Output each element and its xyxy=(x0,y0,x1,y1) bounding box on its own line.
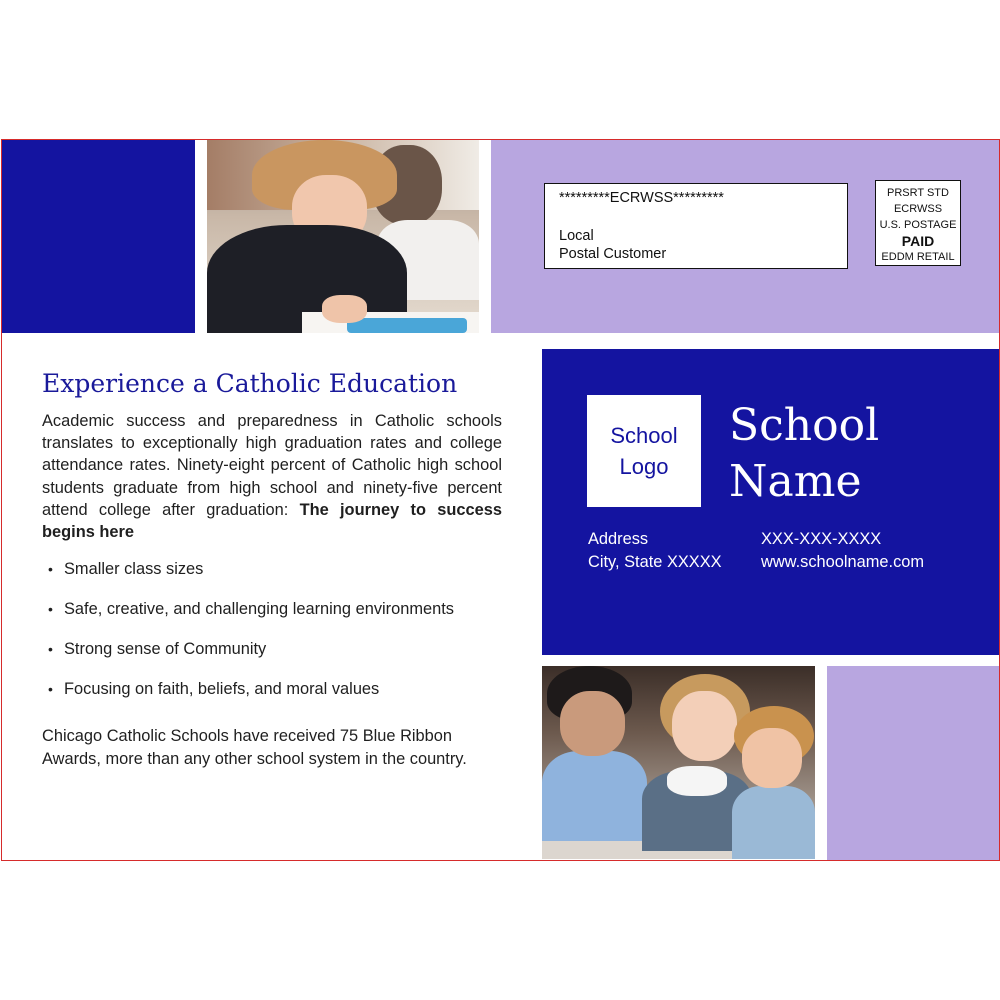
list-item xyxy=(48,678,454,718)
lavender-block-bottom xyxy=(827,666,999,860)
school-name-line2: Name xyxy=(729,456,862,507)
indicia-line2: ECRWSS xyxy=(893,203,943,215)
photo-girl-writing xyxy=(207,140,479,333)
list-item xyxy=(48,598,454,638)
intro-bold-text: The journey to success begins here xyxy=(42,500,502,542)
list-item xyxy=(48,638,454,678)
intro-paragraph xyxy=(42,410,502,543)
indicia-paid: PAID xyxy=(901,233,935,249)
school-logo-placeholder xyxy=(587,395,701,507)
school-contact xyxy=(761,528,924,573)
address-line: Address xyxy=(588,530,649,548)
postage-indicia xyxy=(875,180,961,266)
list-item-label: Safe, creative, and challenging learning environments xyxy=(64,600,454,618)
list-item-label: Focusing on faith, beliefs, and moral values xyxy=(64,680,380,698)
school-address xyxy=(588,528,722,573)
bullet-icon: • xyxy=(48,601,53,617)
city-state-line: City, State XXXXX xyxy=(588,552,722,571)
list-item xyxy=(48,558,454,598)
photo-children-classroom xyxy=(542,666,815,859)
bullet-icon: • xyxy=(48,641,53,657)
navy-block-top-left xyxy=(2,140,195,333)
phone-number: XXX-XXX-XXXX xyxy=(761,530,882,548)
indicia-line5: EDDM RETAIL xyxy=(881,251,955,263)
addressee-line2: Postal Customer xyxy=(559,246,667,262)
list-item-label: Strong sense of Community xyxy=(64,640,267,658)
indicia-line3: U.S. POSTAGE xyxy=(879,219,957,231)
school-name-line1: School xyxy=(729,400,880,451)
closing-paragraph: Chicago Catholic Schools have received 75 Blue Ribbon Awards, more than any other school system in the country. xyxy=(42,727,467,768)
school-name xyxy=(729,398,879,510)
postcard xyxy=(1,139,1000,861)
page-title: Experience a Catholic Education xyxy=(42,369,458,398)
indicia-line1: PRSRT STD xyxy=(887,187,949,199)
website-url: www.schoolname.com xyxy=(761,552,925,571)
bullet-icon: • xyxy=(48,681,53,697)
list-item-label: Smaller class sizes xyxy=(64,560,204,578)
benefits-list xyxy=(48,558,454,718)
logo-line2: Logo xyxy=(619,454,669,479)
intro-text: Academic success and preparedness in Catholic schools translates to exceptionally high graduation rates and college attendance rates. Ninety-eight percent of Catholic high school students graduate from high school and ninety-five percent attend college after graduation: xyxy=(42,412,502,519)
bullet-icon: • xyxy=(48,561,53,577)
logo-line1: School xyxy=(610,423,678,448)
addressee-line1: Local xyxy=(559,228,594,244)
imb-line: *********ECRWSS********* xyxy=(559,190,724,206)
address-box xyxy=(544,183,848,269)
